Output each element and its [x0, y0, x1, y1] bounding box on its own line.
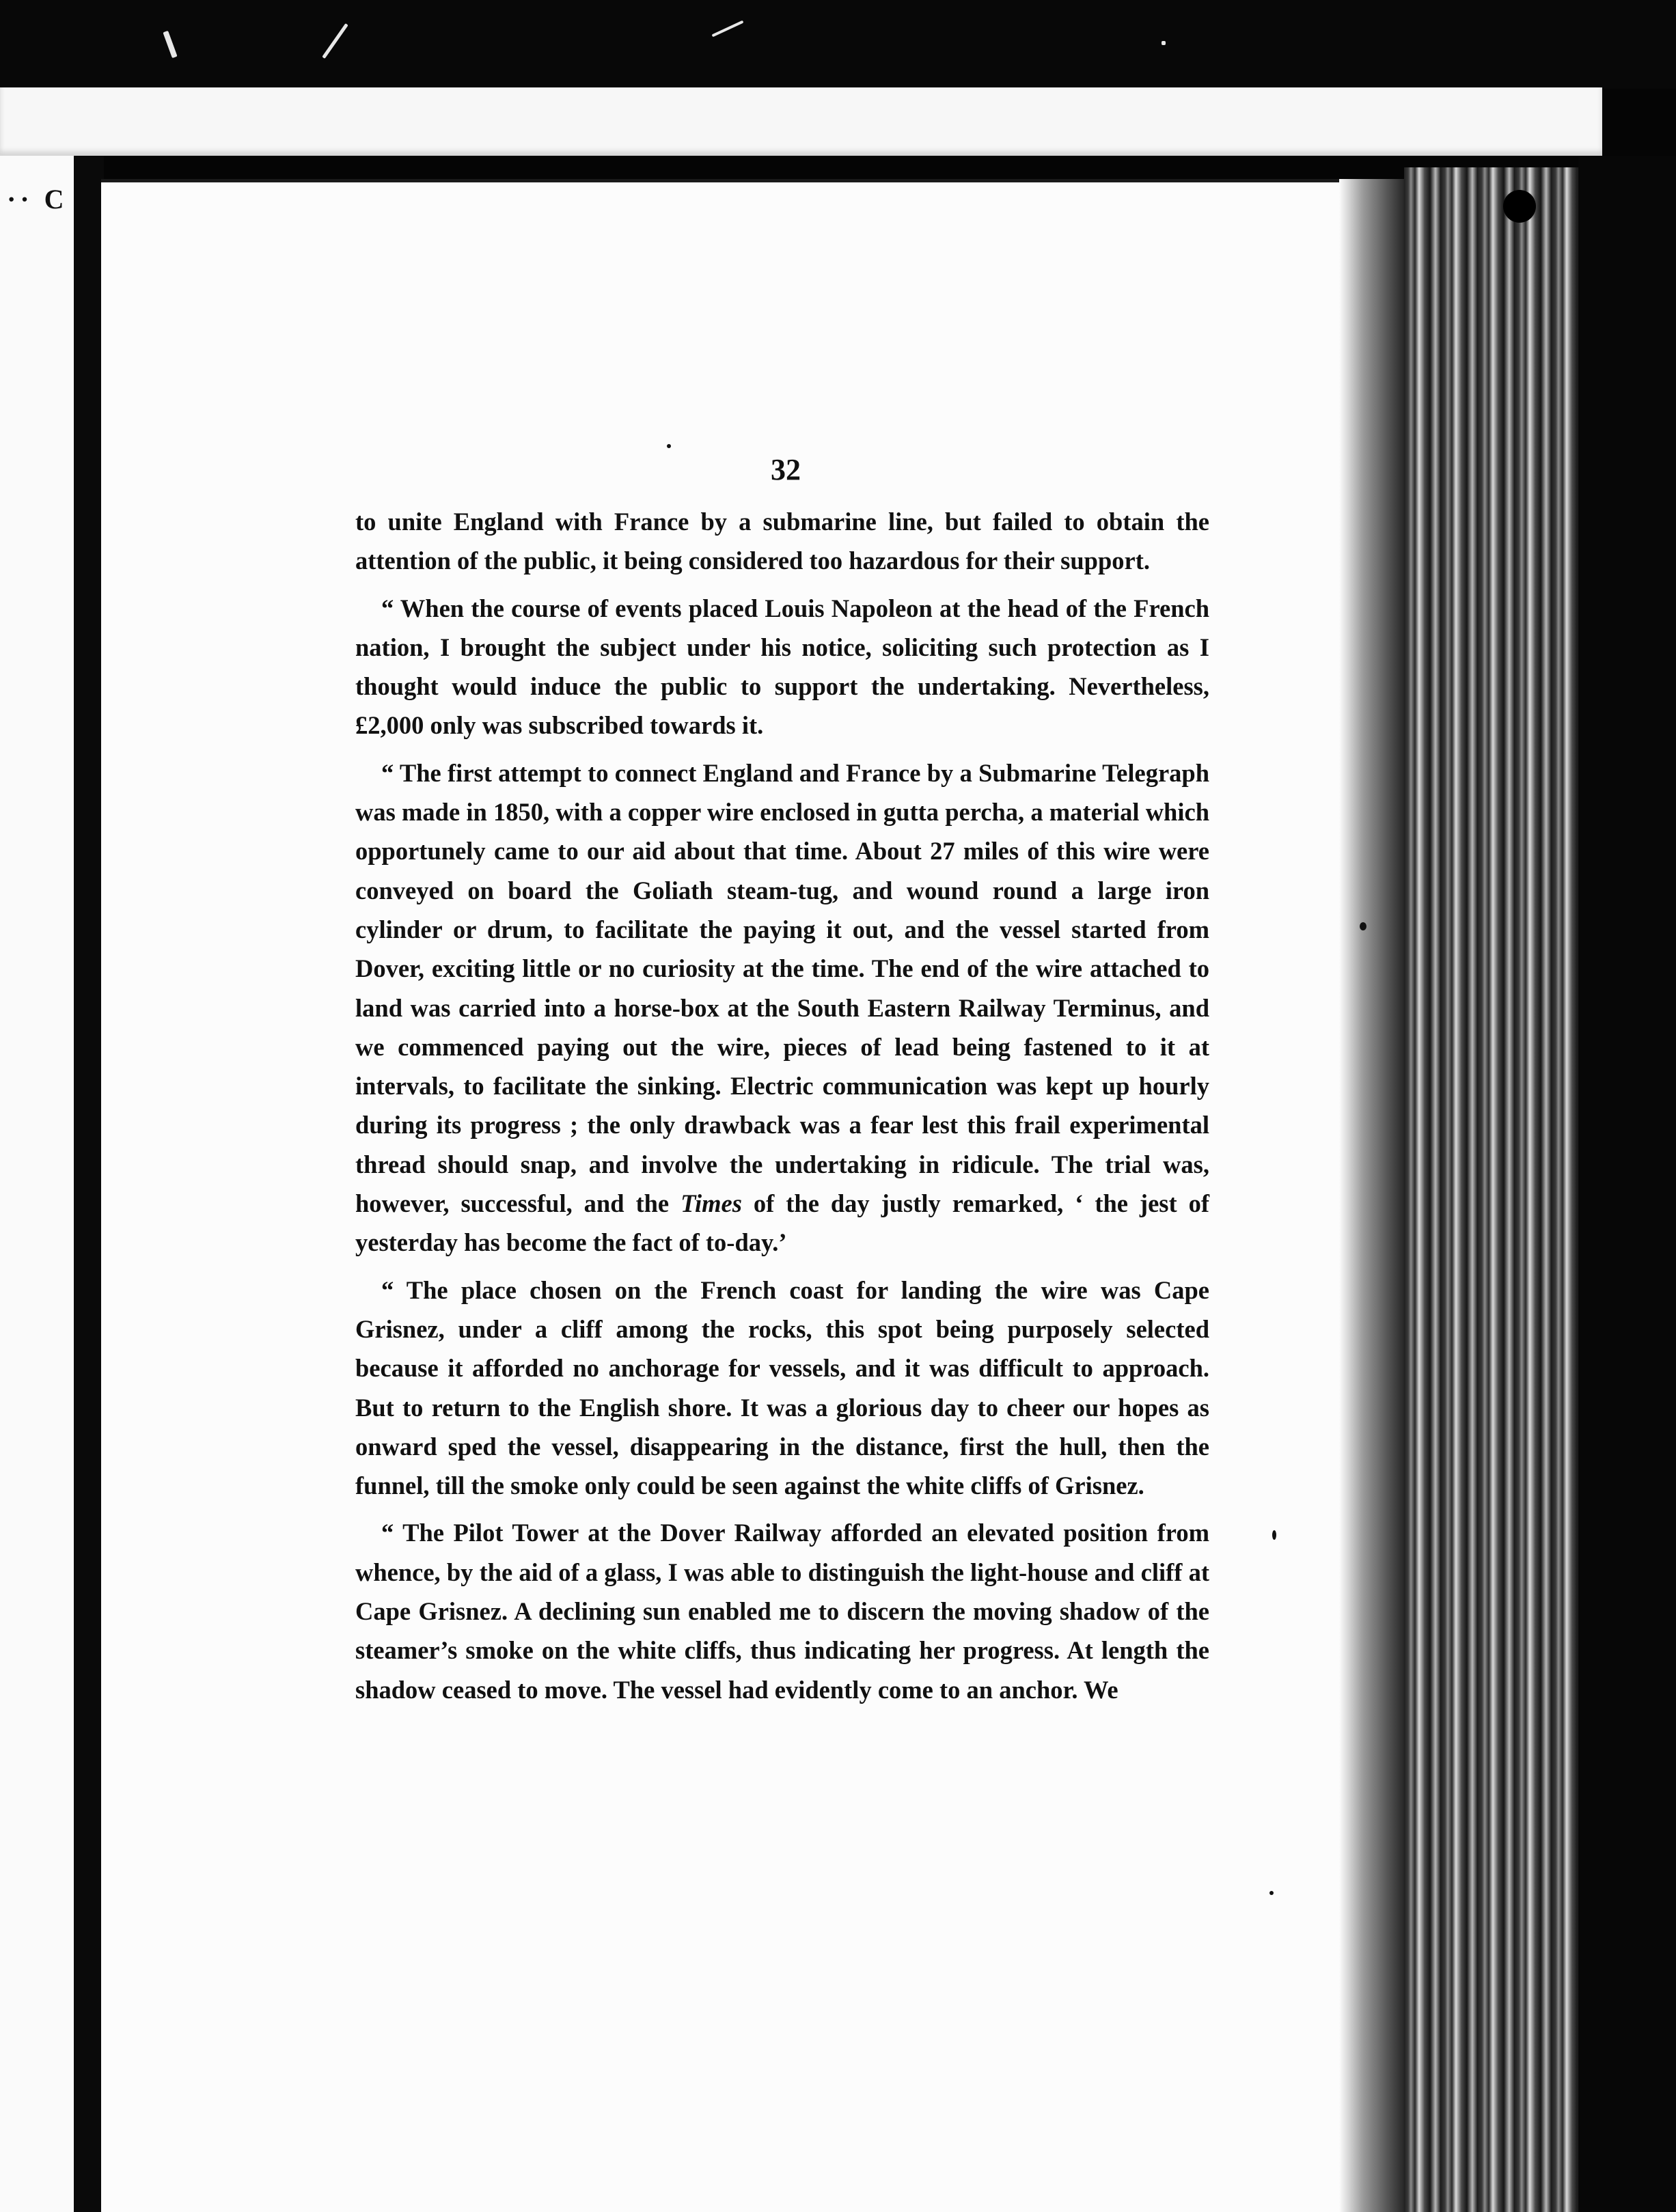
left-page-edge-ornament: ·· C	[7, 184, 68, 215]
margin-mark	[1360, 922, 1366, 930]
text-segment: to unite England with France by a submarine line, but failed to obtain the attention of the public, it being considered too hazardous for their support.	[355, 508, 1209, 575]
text-segment: “ The first attempt to connect England and France by a Submarine Telegraph was made in 1850, with a copper wire enclosed in gutta percha, a material which opportunely came to our aid about that time. About 27 miles of this wire were conveyed on board the Goliath steam-tug, and wound round a large iron cylinder or drum, to facilitate the paying it out, and the vessel started from Dover, exciting little or no curiosity at the time. The end of the wire attached to land was carried into a horse-box at the South Eastern Railway Terminus, and we commenced paying out the wire, pieces of lead being fastened to it at intervals, to facilitate the sinking. Electric communication was kept up hourly during its progress ; the only drawback was a fear lest this frail experimental thread should snap, and involve the undertaking in ridicule. The trial was, however, successful, and the	[355, 758, 1209, 1218]
paragraph	[355, 1271, 1209, 1506]
text-segment: “ The Pilot Tower at the Dover Railway afforded an elevated position from whence, by the aid of a glass, I was able to distinguish the light-house and cliff at Cape Grisnez. A declining sun enabled me to discern the moving shadow of the steamer’s smoke on the white cliffs, thus indicating her progress. At length the shadow ceased to move. The vessel had evidently come to an anchor. We	[355, 1519, 1209, 1704]
paragraph	[355, 502, 1209, 581]
paragraph	[355, 754, 1209, 1262]
binding-hole	[1503, 190, 1536, 223]
text-segment: of the day justly remarked, ‘ the jest of yesterday has become the fact of to-day.’	[355, 1189, 1209, 1257]
dust-speck	[1162, 41, 1166, 45]
text-segment: “ The place chosen on the French coast for landing the wire was Cape Grisnez, under a cliff among the rocks, this spot being purposely selected because it afforded no anchorage for vessels, and it was difficult to approach. But to return to the English shore. It was a glorious day to cheer our hopes as onward sped the vessel, disappearing in the distance, first the hull, then the funnel, till the smoke only could be seen against the white cliffs of Grisnez.	[355, 1275, 1209, 1500]
italic-text: Times	[681, 1189, 742, 1218]
top-dark-strip	[0, 0, 1676, 89]
margin-mark	[1269, 1891, 1274, 1895]
body-text	[355, 502, 1209, 1717]
paragraph	[355, 589, 1209, 745]
right-dark-margin	[1578, 156, 1676, 2212]
text-segment: “ When the course of events placed Louis Napoleon at the head of the French nation, I brought the subject under his notice, soliciting such protection as I thought would induce the public to support the undertaking. Nevertheless, £2,000 only was subscribed towards it.	[355, 594, 1209, 740]
page-number: 32	[771, 453, 801, 486]
margin-mark	[667, 444, 671, 448]
margin-mark	[1272, 1530, 1276, 1540]
paragraph	[355, 1513, 1209, 1709]
page-top-band	[0, 87, 1602, 156]
